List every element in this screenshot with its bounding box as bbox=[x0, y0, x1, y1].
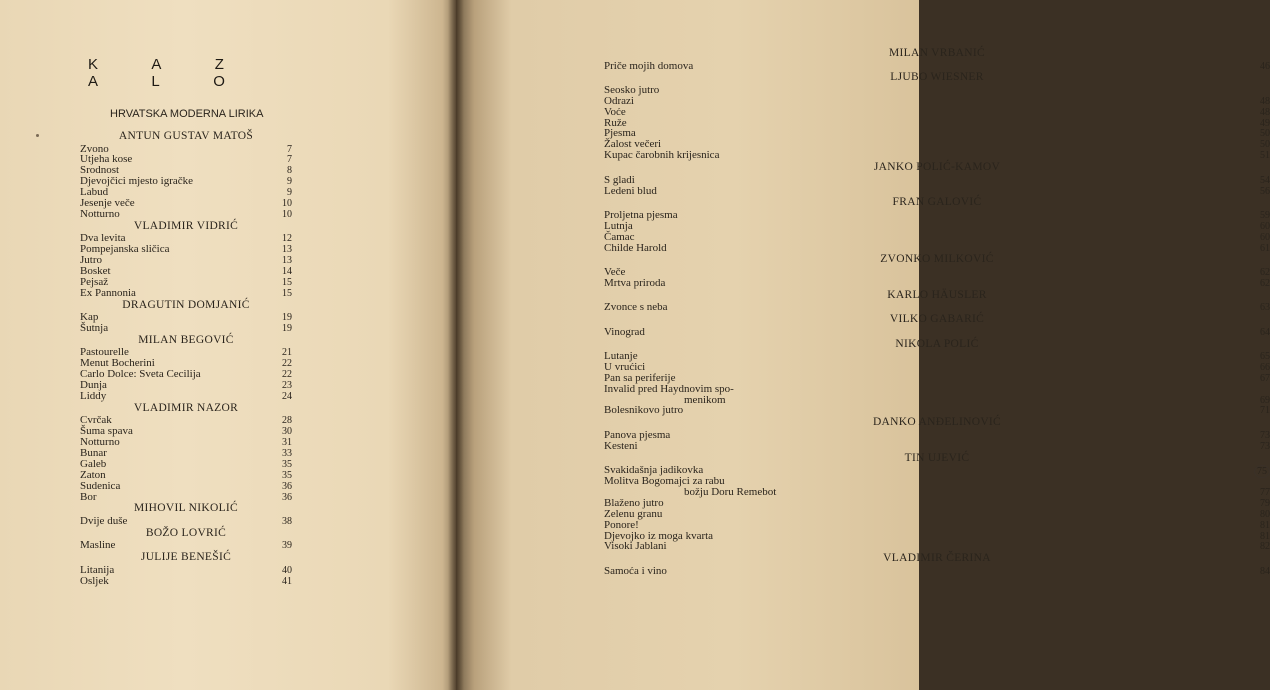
index-entry bbox=[80, 209, 292, 220]
poem-title: Zvono bbox=[80, 142, 109, 155]
poem-title: Notturno bbox=[80, 436, 120, 449]
poem-title: Djevojko iz moga kvarta bbox=[604, 529, 714, 542]
index-entry bbox=[80, 540, 292, 551]
author-name: VLADIMIR NAZOR bbox=[133, 401, 239, 414]
page-number: 66 bbox=[1260, 361, 1270, 373]
page-number: 24 bbox=[282, 390, 292, 402]
poem-title: Menut Bocherini bbox=[80, 357, 155, 370]
book-gutter bbox=[448, 0, 464, 690]
page-number: 60 bbox=[1260, 220, 1270, 232]
author-heading bbox=[80, 551, 292, 565]
author-heading bbox=[604, 47, 1270, 61]
author-heading bbox=[604, 253, 1270, 267]
index-entry bbox=[80, 288, 292, 299]
author-heading bbox=[80, 402, 292, 416]
index-entry bbox=[604, 498, 1270, 509]
author-heading bbox=[80, 334, 292, 348]
page-number: 62 bbox=[1260, 277, 1270, 289]
poem-title: Voće bbox=[604, 105, 626, 118]
poem-title: Bor bbox=[80, 490, 97, 503]
index-entry bbox=[604, 405, 1270, 416]
author-name: VILKO GABARIĆ bbox=[889, 313, 985, 326]
page-number: 13 bbox=[282, 244, 292, 256]
author-name: VLADIMIR ČERINA bbox=[883, 552, 991, 565]
index-entry bbox=[604, 395, 1270, 406]
index-entry bbox=[604, 362, 1270, 373]
poem-title: Djevojčici mjesto igračke bbox=[80, 175, 194, 188]
right-page bbox=[456, 0, 1270, 690]
poem-title: Veče bbox=[604, 265, 626, 278]
poem-title: Kupac čarobnih krijesnica bbox=[604, 149, 720, 162]
poem-title: U vrućici bbox=[604, 360, 646, 373]
page-number: 63 bbox=[1260, 302, 1270, 314]
index-entry bbox=[604, 267, 1270, 278]
poem-title: Osljek bbox=[80, 574, 109, 587]
author-name: KARLO HÄUSLER bbox=[887, 288, 987, 301]
poem-title: Bunar bbox=[80, 446, 107, 459]
author-heading bbox=[604, 452, 1270, 466]
author-heading bbox=[604, 416, 1270, 430]
index-entry bbox=[604, 186, 1270, 197]
author-heading bbox=[80, 130, 292, 144]
page-number: 67 bbox=[1260, 372, 1270, 384]
page-number: 82 bbox=[1260, 541, 1270, 553]
poem-title: Cvrčak bbox=[80, 414, 112, 427]
poem-title: Utjeha kose bbox=[80, 153, 133, 166]
index-entry bbox=[604, 150, 1270, 161]
index-entry bbox=[604, 531, 1270, 542]
index-entry bbox=[80, 481, 292, 492]
author-name: DANKO ANĐELINOVIĆ bbox=[872, 416, 1002, 429]
poem-title: Panova pjesma bbox=[604, 428, 671, 441]
poem-title: Jesenje veče bbox=[80, 196, 135, 209]
index-entry bbox=[604, 118, 1270, 129]
page-number: 36 bbox=[282, 480, 292, 492]
page-number: 73 bbox=[1260, 440, 1270, 452]
page-number: 59 bbox=[1260, 209, 1270, 221]
author-heading bbox=[80, 299, 292, 313]
index-entry bbox=[604, 327, 1270, 338]
index-entry bbox=[80, 255, 292, 266]
page-number: 61 bbox=[1260, 242, 1270, 254]
page-number: 35 bbox=[282, 458, 292, 470]
author-heading bbox=[604, 161, 1270, 175]
poem-title: menikom bbox=[684, 393, 726, 406]
page-number: 46 bbox=[1260, 60, 1270, 72]
right-index-list bbox=[604, 47, 1270, 577]
page-number: 35 bbox=[282, 469, 292, 481]
page-number: 7 bbox=[287, 154, 292, 166]
index-entry bbox=[604, 302, 1270, 313]
author-heading bbox=[80, 220, 292, 234]
page-number: 13 bbox=[282, 255, 292, 267]
author-name: ANTUN GUSTAV MATOŠ bbox=[118, 130, 254, 142]
author-name: JULIJE BENEŠIĆ bbox=[140, 551, 232, 564]
author-name: MIHOVIL NIKOLIĆ bbox=[133, 502, 239, 515]
poem-title: Svakidašnja jadikovka bbox=[604, 464, 704, 477]
index-entry bbox=[80, 516, 292, 527]
author-name: MILAN VRBANIĆ bbox=[888, 47, 985, 59]
index-entry bbox=[80, 266, 292, 277]
index-entry bbox=[604, 243, 1270, 254]
author-heading bbox=[80, 502, 292, 516]
poem-title: Dvije duše bbox=[80, 514, 128, 527]
poem-title: Blaženo jutro bbox=[604, 496, 664, 509]
page-number: 48 bbox=[1260, 95, 1270, 107]
poem-title: Samoća i vino bbox=[604, 564, 667, 577]
index-entry bbox=[604, 487, 1270, 498]
index-entry bbox=[604, 430, 1270, 441]
page-number: 19 bbox=[282, 322, 292, 334]
poem-title: Ponore! bbox=[604, 518, 639, 531]
author-name: FRAN GALOVIĆ bbox=[892, 196, 982, 209]
page-number: 41 bbox=[282, 575, 292, 587]
author-heading bbox=[604, 196, 1270, 210]
poem-title: Invalid pred Haydnovim spo- bbox=[604, 382, 734, 395]
page-number: 14 bbox=[282, 265, 292, 277]
index-entry bbox=[604, 107, 1270, 118]
author-name: DRAGUTIN DOMJANIĆ bbox=[122, 298, 250, 311]
poem-title: Molitva Bogomajci za rabu bbox=[604, 475, 725, 488]
author-name: ZVONKO MILKOVIĆ bbox=[880, 253, 994, 266]
poem-title: Kap bbox=[80, 311, 99, 324]
poem-title: Notturno bbox=[80, 207, 120, 220]
page-number: 84 bbox=[1260, 565, 1270, 577]
page-number: 81 bbox=[1260, 519, 1270, 531]
page-number: 81 bbox=[1260, 530, 1270, 542]
poem-title: Odrazi bbox=[604, 94, 634, 107]
index-entry bbox=[80, 323, 292, 334]
author-name: VLADIMIR VIDRIĆ bbox=[133, 219, 239, 232]
author-name: TIN UJEVIĆ bbox=[904, 451, 970, 464]
poem-title: Pan sa periferije bbox=[604, 371, 676, 384]
index-entry bbox=[604, 61, 1270, 72]
page-number: 73 bbox=[1260, 429, 1270, 441]
author-name: JANKO POLIĆ-KAMOV bbox=[873, 161, 1001, 174]
anthology-subtitle: HRVATSKA MODERNA LIRIKA bbox=[110, 108, 264, 120]
index-entry bbox=[80, 312, 292, 323]
page-number: 36 bbox=[282, 491, 292, 503]
poem-title: Šuma spava bbox=[80, 425, 133, 438]
index-entry bbox=[604, 541, 1270, 552]
index-entry bbox=[604, 128, 1270, 139]
page-number: 22 bbox=[282, 358, 292, 370]
poem-title: Čamac bbox=[604, 230, 635, 243]
page-number: 28 bbox=[282, 415, 292, 427]
index-entry bbox=[604, 520, 1270, 531]
page-number: 62 bbox=[1260, 266, 1270, 278]
poem-title: S gladi bbox=[604, 173, 635, 186]
poem-title: Kesteni bbox=[604, 439, 638, 452]
index-entry bbox=[80, 492, 292, 503]
poem-title: Pejsaž bbox=[80, 275, 109, 288]
paper-speck bbox=[36, 134, 39, 137]
poem-title: Bosket bbox=[80, 264, 111, 277]
poem-title: Galeb bbox=[80, 457, 107, 470]
page-number: 39 bbox=[282, 540, 292, 552]
poem-title: Visoki Jablani bbox=[604, 540, 667, 553]
poem-title: Carlo Dolce: Sveta Cecilija bbox=[80, 368, 201, 381]
page-number: 80 bbox=[1260, 508, 1270, 520]
author-name: NIKOLA POLIĆ bbox=[895, 337, 979, 350]
page-number: 56 bbox=[1260, 185, 1270, 197]
index-entry bbox=[80, 437, 292, 448]
page-number: 8 bbox=[287, 165, 292, 177]
page-number: 38 bbox=[282, 515, 292, 527]
page-number: 77 bbox=[1260, 486, 1270, 498]
page-number: 12 bbox=[282, 233, 292, 245]
poem-title: Vinograd bbox=[604, 325, 645, 338]
poem-title: Šutnja bbox=[80, 321, 109, 334]
poem-title: Dunja bbox=[80, 379, 107, 392]
page-number: 79 bbox=[1260, 497, 1270, 509]
page-number: 60 bbox=[1260, 231, 1270, 243]
page-number: 9 bbox=[287, 187, 292, 199]
page-number: 75 bbox=[1254, 465, 1270, 478]
poem-title: Labud bbox=[80, 186, 109, 199]
author-name: BOŽO LOVRIĆ bbox=[145, 526, 227, 539]
index-entry bbox=[604, 85, 1270, 96]
poem-title: Zaton bbox=[80, 468, 106, 481]
poem-title: Ledeni blud bbox=[604, 184, 657, 197]
page-number: 10 bbox=[282, 208, 292, 220]
author-heading bbox=[604, 552, 1270, 566]
poem-title: Seosko jutro bbox=[604, 83, 660, 96]
index-heading: K A Z A L O bbox=[88, 56, 250, 90]
index-entry bbox=[80, 565, 292, 576]
page-number: 30 bbox=[282, 426, 292, 438]
page-number: 48 bbox=[1260, 106, 1270, 118]
page-number: 40 bbox=[282, 564, 292, 576]
author-name: LJUBO WIESNER bbox=[890, 71, 984, 84]
poem-title: Ruže bbox=[604, 116, 627, 129]
poem-title: Mrtva priroda bbox=[604, 276, 666, 289]
poem-title: Zelenu granu bbox=[604, 507, 663, 520]
poem-title: Zvonce s neba bbox=[604, 301, 668, 314]
poem-title: Childe Harold bbox=[604, 241, 667, 254]
author-heading bbox=[80, 527, 292, 541]
index-entry bbox=[80, 459, 292, 470]
poem-title: Pompejanska sličica bbox=[80, 243, 170, 256]
index-entry bbox=[604, 509, 1270, 520]
left-page bbox=[0, 0, 456, 690]
poem-title: Lutanje bbox=[604, 350, 638, 363]
index-entry bbox=[604, 566, 1270, 577]
poem-title: Lutnja bbox=[604, 219, 633, 232]
poem-title: Proljetna pjesma bbox=[604, 208, 678, 221]
page-number: 7 bbox=[287, 143, 292, 155]
poem-title: Žalost večeri bbox=[604, 138, 662, 151]
page-number: 33 bbox=[282, 447, 292, 459]
page-number: 23 bbox=[282, 380, 292, 392]
page-number: 65 bbox=[1260, 351, 1270, 363]
page-number: 21 bbox=[282, 347, 292, 359]
page-number: 50 bbox=[1260, 139, 1270, 151]
poem-title: Ex Pannonia bbox=[80, 286, 136, 299]
index-entry bbox=[80, 391, 292, 402]
page-number: 19 bbox=[282, 312, 292, 324]
index-entry bbox=[604, 384, 1270, 395]
poem-title: Sudenica bbox=[80, 479, 121, 492]
page-number: 9 bbox=[287, 176, 292, 188]
author-heading bbox=[604, 313, 1270, 327]
index-entry bbox=[604, 210, 1270, 221]
page-number: 54 bbox=[1260, 174, 1270, 186]
page-number: 51 bbox=[1260, 150, 1270, 162]
poem-title: Litanija bbox=[80, 563, 115, 576]
poem-title: Priče mojih domova bbox=[604, 59, 694, 72]
index-entry bbox=[80, 448, 292, 459]
page-number: 10 bbox=[282, 197, 292, 209]
poem-title: Pastourelle bbox=[80, 346, 129, 359]
poem-title: Jutro bbox=[80, 254, 102, 267]
index-entry bbox=[80, 380, 292, 391]
index-entry bbox=[604, 221, 1270, 232]
page-number: 22 bbox=[282, 369, 292, 381]
page-number: 49 bbox=[1260, 117, 1270, 129]
index-entry bbox=[80, 576, 292, 587]
index-entry bbox=[604, 278, 1270, 289]
author-heading bbox=[604, 71, 1270, 85]
index-entry bbox=[80, 244, 292, 255]
poem-title: Liddy bbox=[80, 389, 107, 402]
page-number: 50 bbox=[1260, 128, 1270, 140]
poem-title: Dva levita bbox=[80, 232, 126, 245]
poem-title: Srodnost bbox=[80, 164, 120, 177]
author-heading bbox=[604, 338, 1270, 352]
author-name: MILAN BEGOVIĆ bbox=[138, 333, 234, 346]
poem-title: Pjesma bbox=[604, 127, 636, 140]
poem-title: Masline bbox=[80, 539, 116, 552]
page-number: 15 bbox=[282, 276, 292, 288]
index-entry bbox=[604, 96, 1270, 107]
index-entry bbox=[80, 176, 292, 187]
author-heading bbox=[604, 289, 1270, 303]
index-entry bbox=[80, 369, 292, 380]
index-entry bbox=[604, 232, 1270, 243]
page-number: 64 bbox=[1260, 326, 1270, 338]
page-number: 15 bbox=[282, 287, 292, 299]
page-number: 69 bbox=[1260, 394, 1270, 406]
poem-title: Bolesnikovo jutro bbox=[604, 404, 684, 417]
poem-title: božju Doru Remebot bbox=[684, 485, 777, 498]
index-entry bbox=[604, 175, 1270, 186]
page-number: 71 bbox=[1260, 405, 1270, 417]
page-number: 31 bbox=[282, 437, 292, 449]
index-entry bbox=[604, 441, 1270, 452]
index-entry bbox=[604, 351, 1270, 362]
left-index-list bbox=[80, 130, 292, 587]
